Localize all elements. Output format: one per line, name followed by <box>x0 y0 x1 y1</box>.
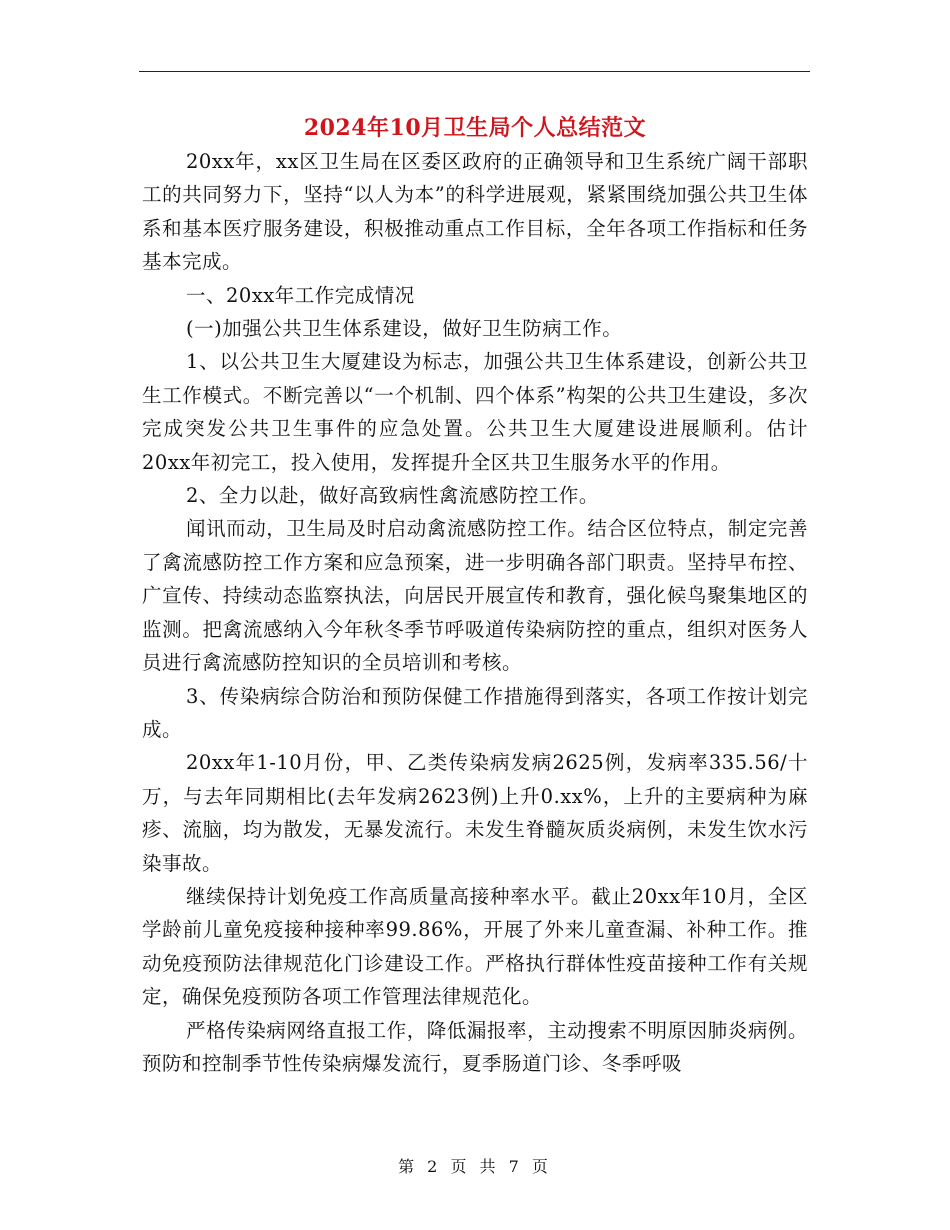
paragraph-item-1: 1、以公共卫生大厦建设为标志，加强公共卫生体系建设，创新公共卫生工作模式。不断完善以“一个机制、四个体系”构架的公共卫生建设，多次完成突发公共卫生事件的应急处置。公共卫生大厦建设进展顺利。估计20xx年初完工，投入使用，发挥提升全区共卫生服务水平的作用。 <box>142 350 808 474</box>
paragraph-item-2-heading: 2、全力以赴，做好高致病性禽流感防控工作。 <box>186 484 599 508</box>
paragraph-disease-stats: 20xx年1-10月份，甲、乙类传染病发病2625例，发病率335.56/十万，与去年同期相比(去年发病2623例)上升0.xx%，上升的主要病种为麻疹、流脑，均为散发，无暴发流行。未发生脊髓灰质炎病例，未发生饮水污染事故。 <box>142 751 808 875</box>
section-heading-1: 一、20xx年工作完成情况 <box>186 283 415 307</box>
header-rule <box>139 71 810 72</box>
paragraph-avian-flu: 闻讯而动，卫生局及时启动禽流感防控工作。结合区位特点，制定完善了禽流感防控工作方案和应急预案，进一步明确各部门职责。坚持早布控、广宣传、持续动态监察执法，向居民开展宣传和教育，强化候鸟聚集地区的监测。把禽流感纳入今年秋冬季节呼吸道传染病防控的重点，组织对医务人员进行禽流感防控知识的全员培训和考核。 <box>142 517 808 675</box>
paragraph-intro: 20xx年，xx区卫生局在区委区政府的正确领导和卫生系统广阔干部职工的共同努力下，坚持“以人为本”的科学进展观，紧紧围绕加强公共卫生体系和基本医疗服务建设，积极推动重点工作目标，全年各项工作指标和任务基本完成。 <box>142 150 808 274</box>
subsection-heading-1: (一)加强公共卫生体系建设，做好卫生防病工作。 <box>186 317 623 341</box>
paragraph-item-3: 3、传染病综合防治和预防保健工作措施得到落实，各项工作按计划完成。 <box>142 684 808 741</box>
paragraph-reporting: 严格传染病网络直报工作，降低漏报率，主动搜索不明原因肺炎病例。预防和控制季节性传染病爆发流行，夏季肠道门诊、冬季呼吸 <box>142 1018 808 1075</box>
document-title: 2024年10月卫生局个人总结范文 <box>303 115 647 141</box>
document-body <box>142 145 808 1080</box>
page-footer: 第 2 页 共 7 页 <box>398 1157 552 1176</box>
paragraph-immunization: 继续保持计划免疫工作高质量高接种率水平。截止20xx年10月，全区学龄前儿童免疫接种接种率99.86%，开展了外来儿童查漏、补种工作。推动免疫预防法律规范化门诊建设工作。严格执行群体性疫苗接种工作有关规定，确保免疫预防各项工作管理法律规范化。 <box>142 884 808 1009</box>
